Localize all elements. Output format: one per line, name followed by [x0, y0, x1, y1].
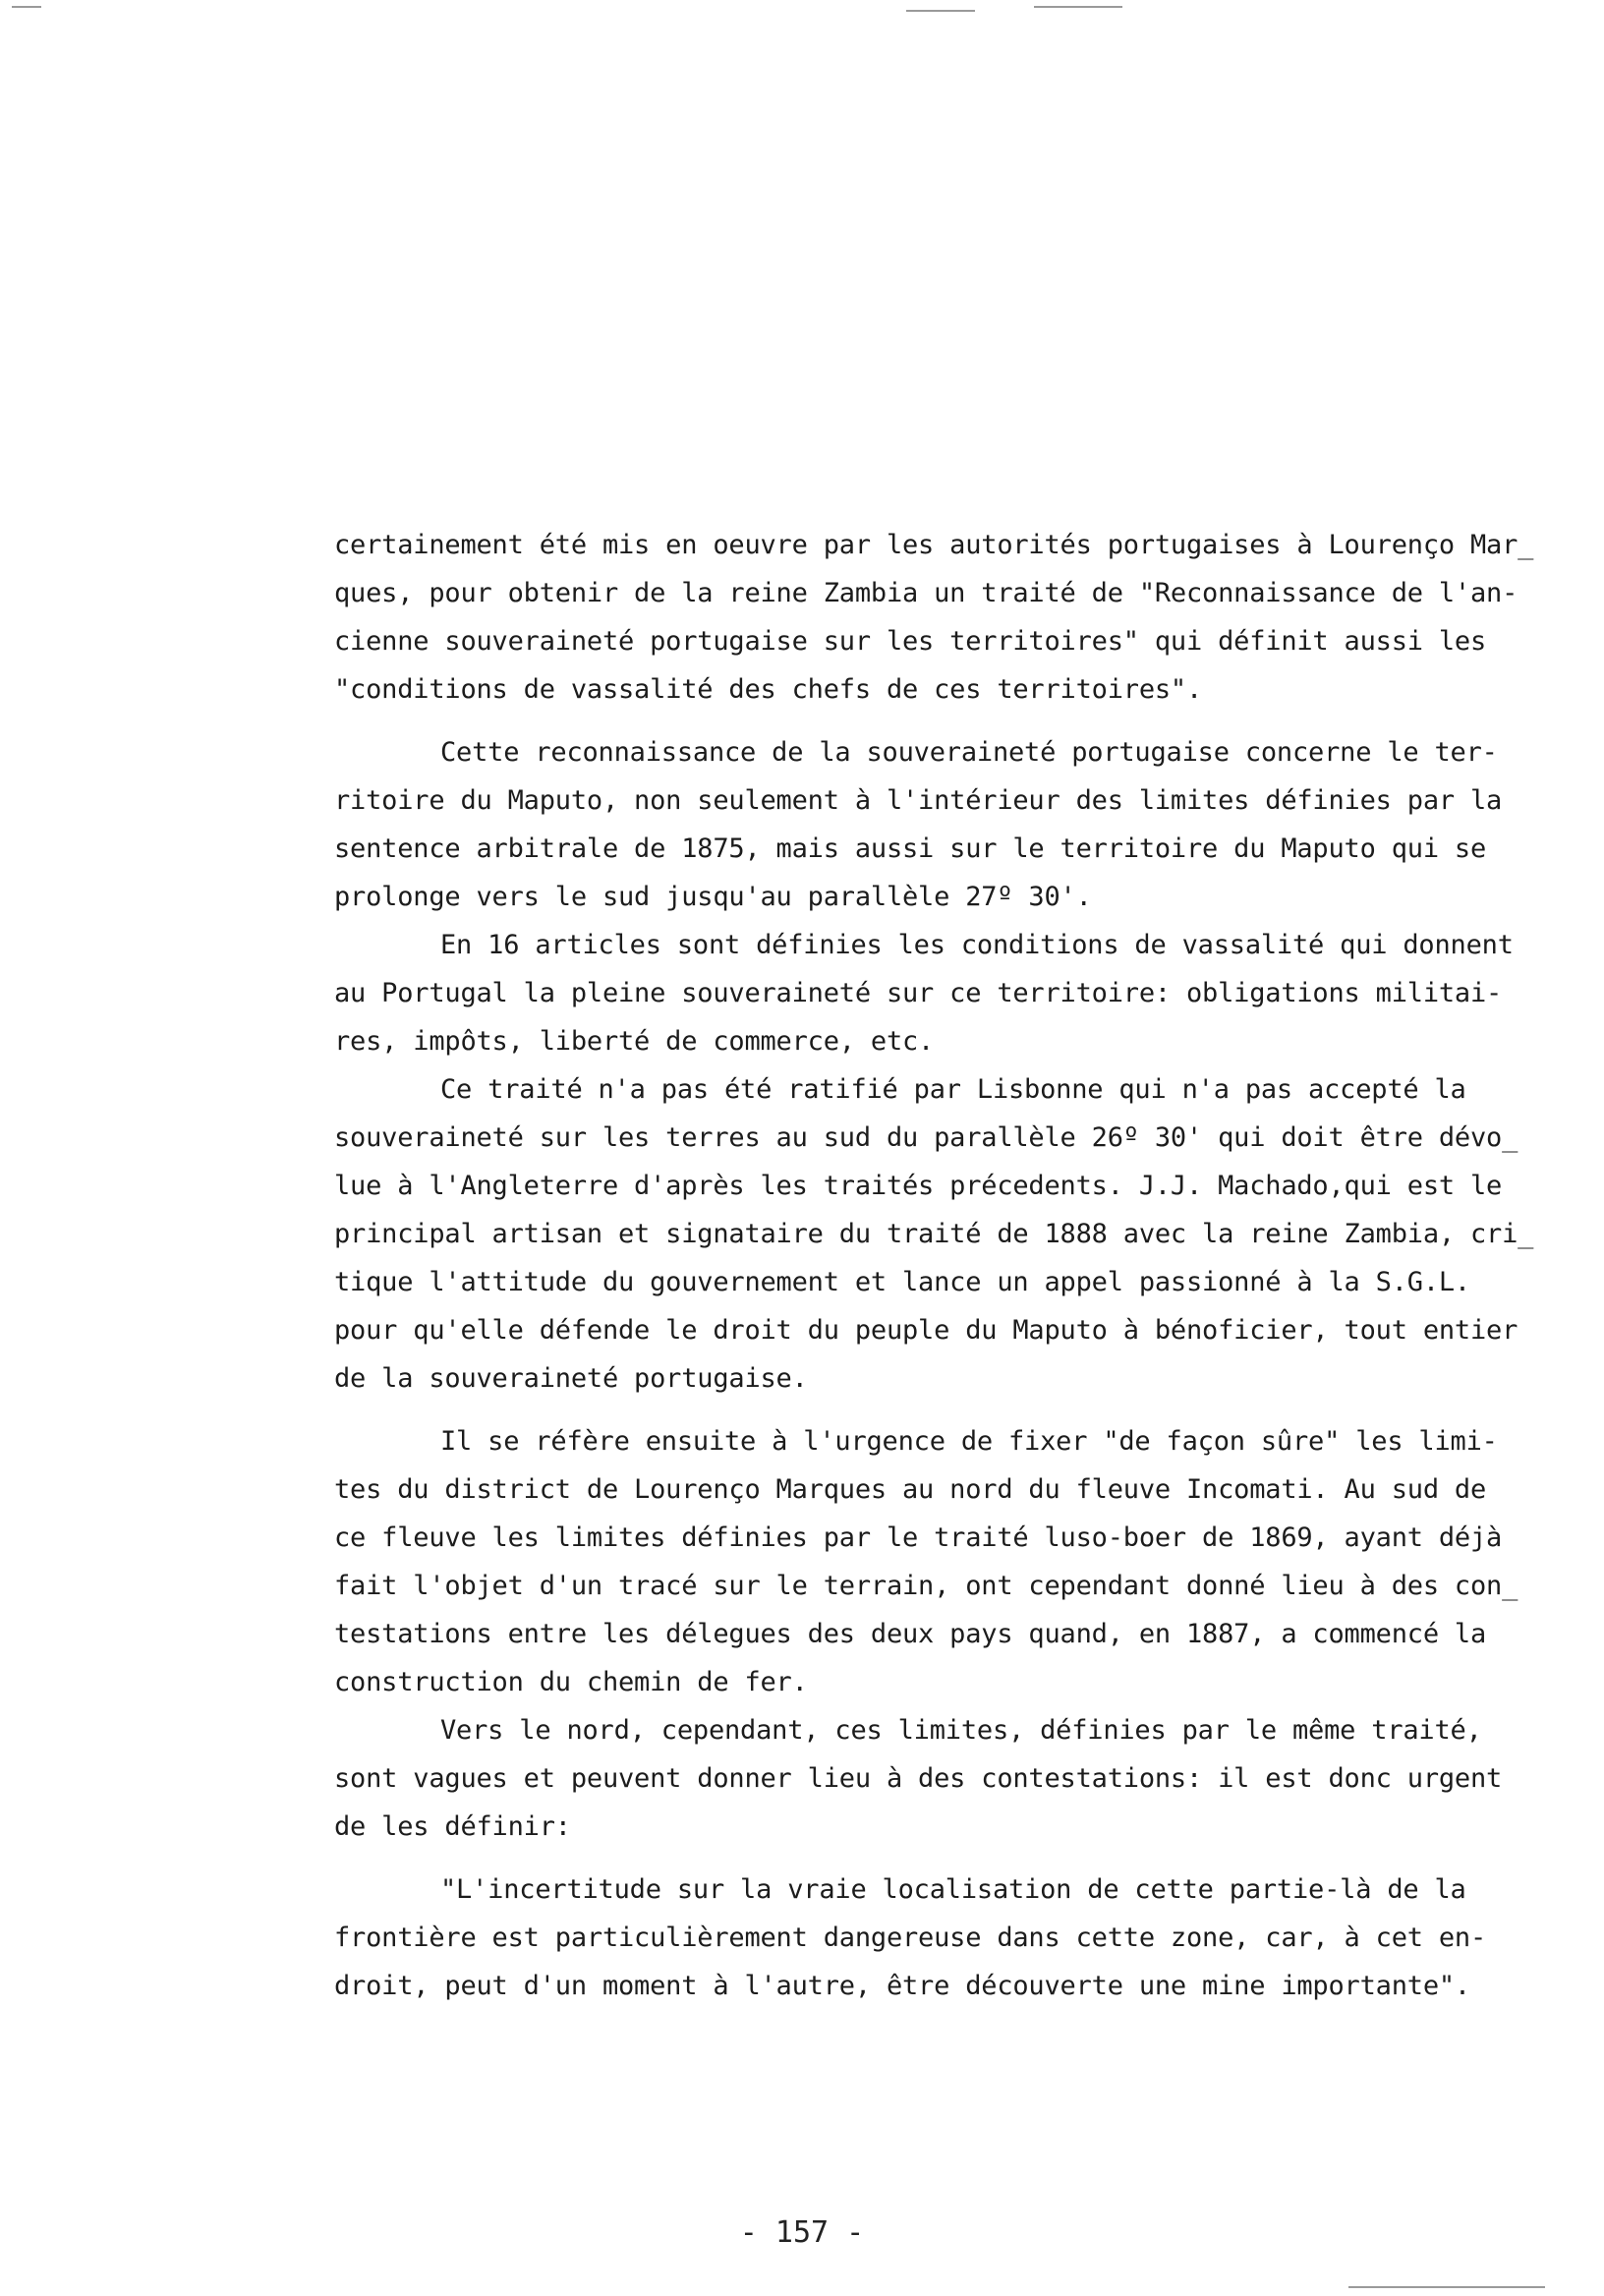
text-line: Ce traité n'a pas été ratifié par Lisbonne qui n'a pas accepté la: [440, 1074, 1466, 1105]
text-line: ques, pour obtenir de la reine Zambia un traité de "Reconnaissance de l'an-: [334, 578, 1518, 608]
quote-line: droit, peut d'un moment à l'autre, être découverte une mine importante".: [334, 1971, 1470, 2001]
text-line: pour qu'elle défende le droit du peuple du Maputo à bénoficier, tout entier: [334, 1315, 1518, 1346]
text-line: testations entre les délegues des deux pays quand, en 1887, a commencé la: [334, 1619, 1487, 1649]
text-line: certainement été mis en oeuvre par les autorités portugaises à Lourenço Mar_: [334, 530, 1534, 560]
text-line: souveraineté sur les terres au sud du parallèle 26º 30' qui doit être dévo_: [334, 1122, 1518, 1153]
quote-line: "L'incertitude sur la vraie localisation de cette partie-là de la: [440, 1874, 1466, 1905]
text-line: tique l'attitude du gouvernement et lance un appel passionné à la S.G.L.: [334, 1267, 1470, 1297]
text-line: fait l'objet d'un tracé sur le terrain, ont cependant donné lieu à des con_: [334, 1571, 1518, 1601]
scan-speck: [906, 10, 975, 12]
text-line: Vers le nord, cependant, ces limites, définies par le même traité,: [440, 1715, 1482, 1746]
text-line: res, impôts, liberté de commerce, etc.: [334, 1026, 935, 1057]
text-line: lue à l'Angleterre d'après les traités précedents. J.J. Machado,qui est le: [334, 1171, 1503, 1201]
text-line: tes du district de Lourenço Marques au nord du fleuve Incomati. Au sud de: [334, 1474, 1487, 1505]
text-line: cienne souveraineté portugaise sur les territoires" qui définit aussi les: [334, 626, 1487, 657]
scan-speck: [1034, 6, 1122, 8]
scan-speck: [1348, 2286, 1545, 2288]
text-line: "conditions de vassalité des chefs de ces territoires".: [334, 674, 1203, 705]
text-line: de les définir:: [334, 1811, 571, 1842]
text-line: au Portugal la pleine souveraineté sur ce territoire: obligations militai-: [334, 978, 1503, 1008]
text-line: sentence arbitrale de 1875, mais aussi sur le territoire du Maputo qui se: [334, 833, 1487, 864]
body-text: [334, 521, 1534, 2010]
text-line: ritoire du Maputo, non seulement à l'intérieur des limites définies par la: [334, 785, 1503, 816]
text-line: prolonge vers le sud jusqu'au parallèle 27º 30'.: [334, 882, 1092, 912]
page-number: - 157 -: [739, 2215, 865, 2250]
scan-speck: [12, 6, 41, 8]
text-line: Il se réfère ensuite à l'urgence de fixer "de façon sûre" les limi-: [440, 1426, 1498, 1457]
text-line: En 16 articles sont définies les conditions de vassalité qui donnent: [440, 930, 1514, 960]
text-line: de la souveraineté portugaise.: [334, 1363, 808, 1394]
quote-line: frontière est particulièrement dangereuse dans cette zone, car, à cet en-: [334, 1923, 1487, 1953]
text-line: ce fleuve les limites définies par le traité luso-boer de 1869, ayant déjà: [334, 1522, 1503, 1553]
text-line: principal artisan et signataire du traité de 1888 avec la reine Zambia, cri_: [334, 1219, 1534, 1249]
text-line: Cette reconnaissance de la souveraineté portugaise concerne le ter-: [440, 737, 1498, 768]
text-line: construction du chemin de fer.: [334, 1667, 808, 1697]
text-line: sont vagues et peuvent donner lieu à des contestations: il est donc urgent: [334, 1763, 1503, 1794]
